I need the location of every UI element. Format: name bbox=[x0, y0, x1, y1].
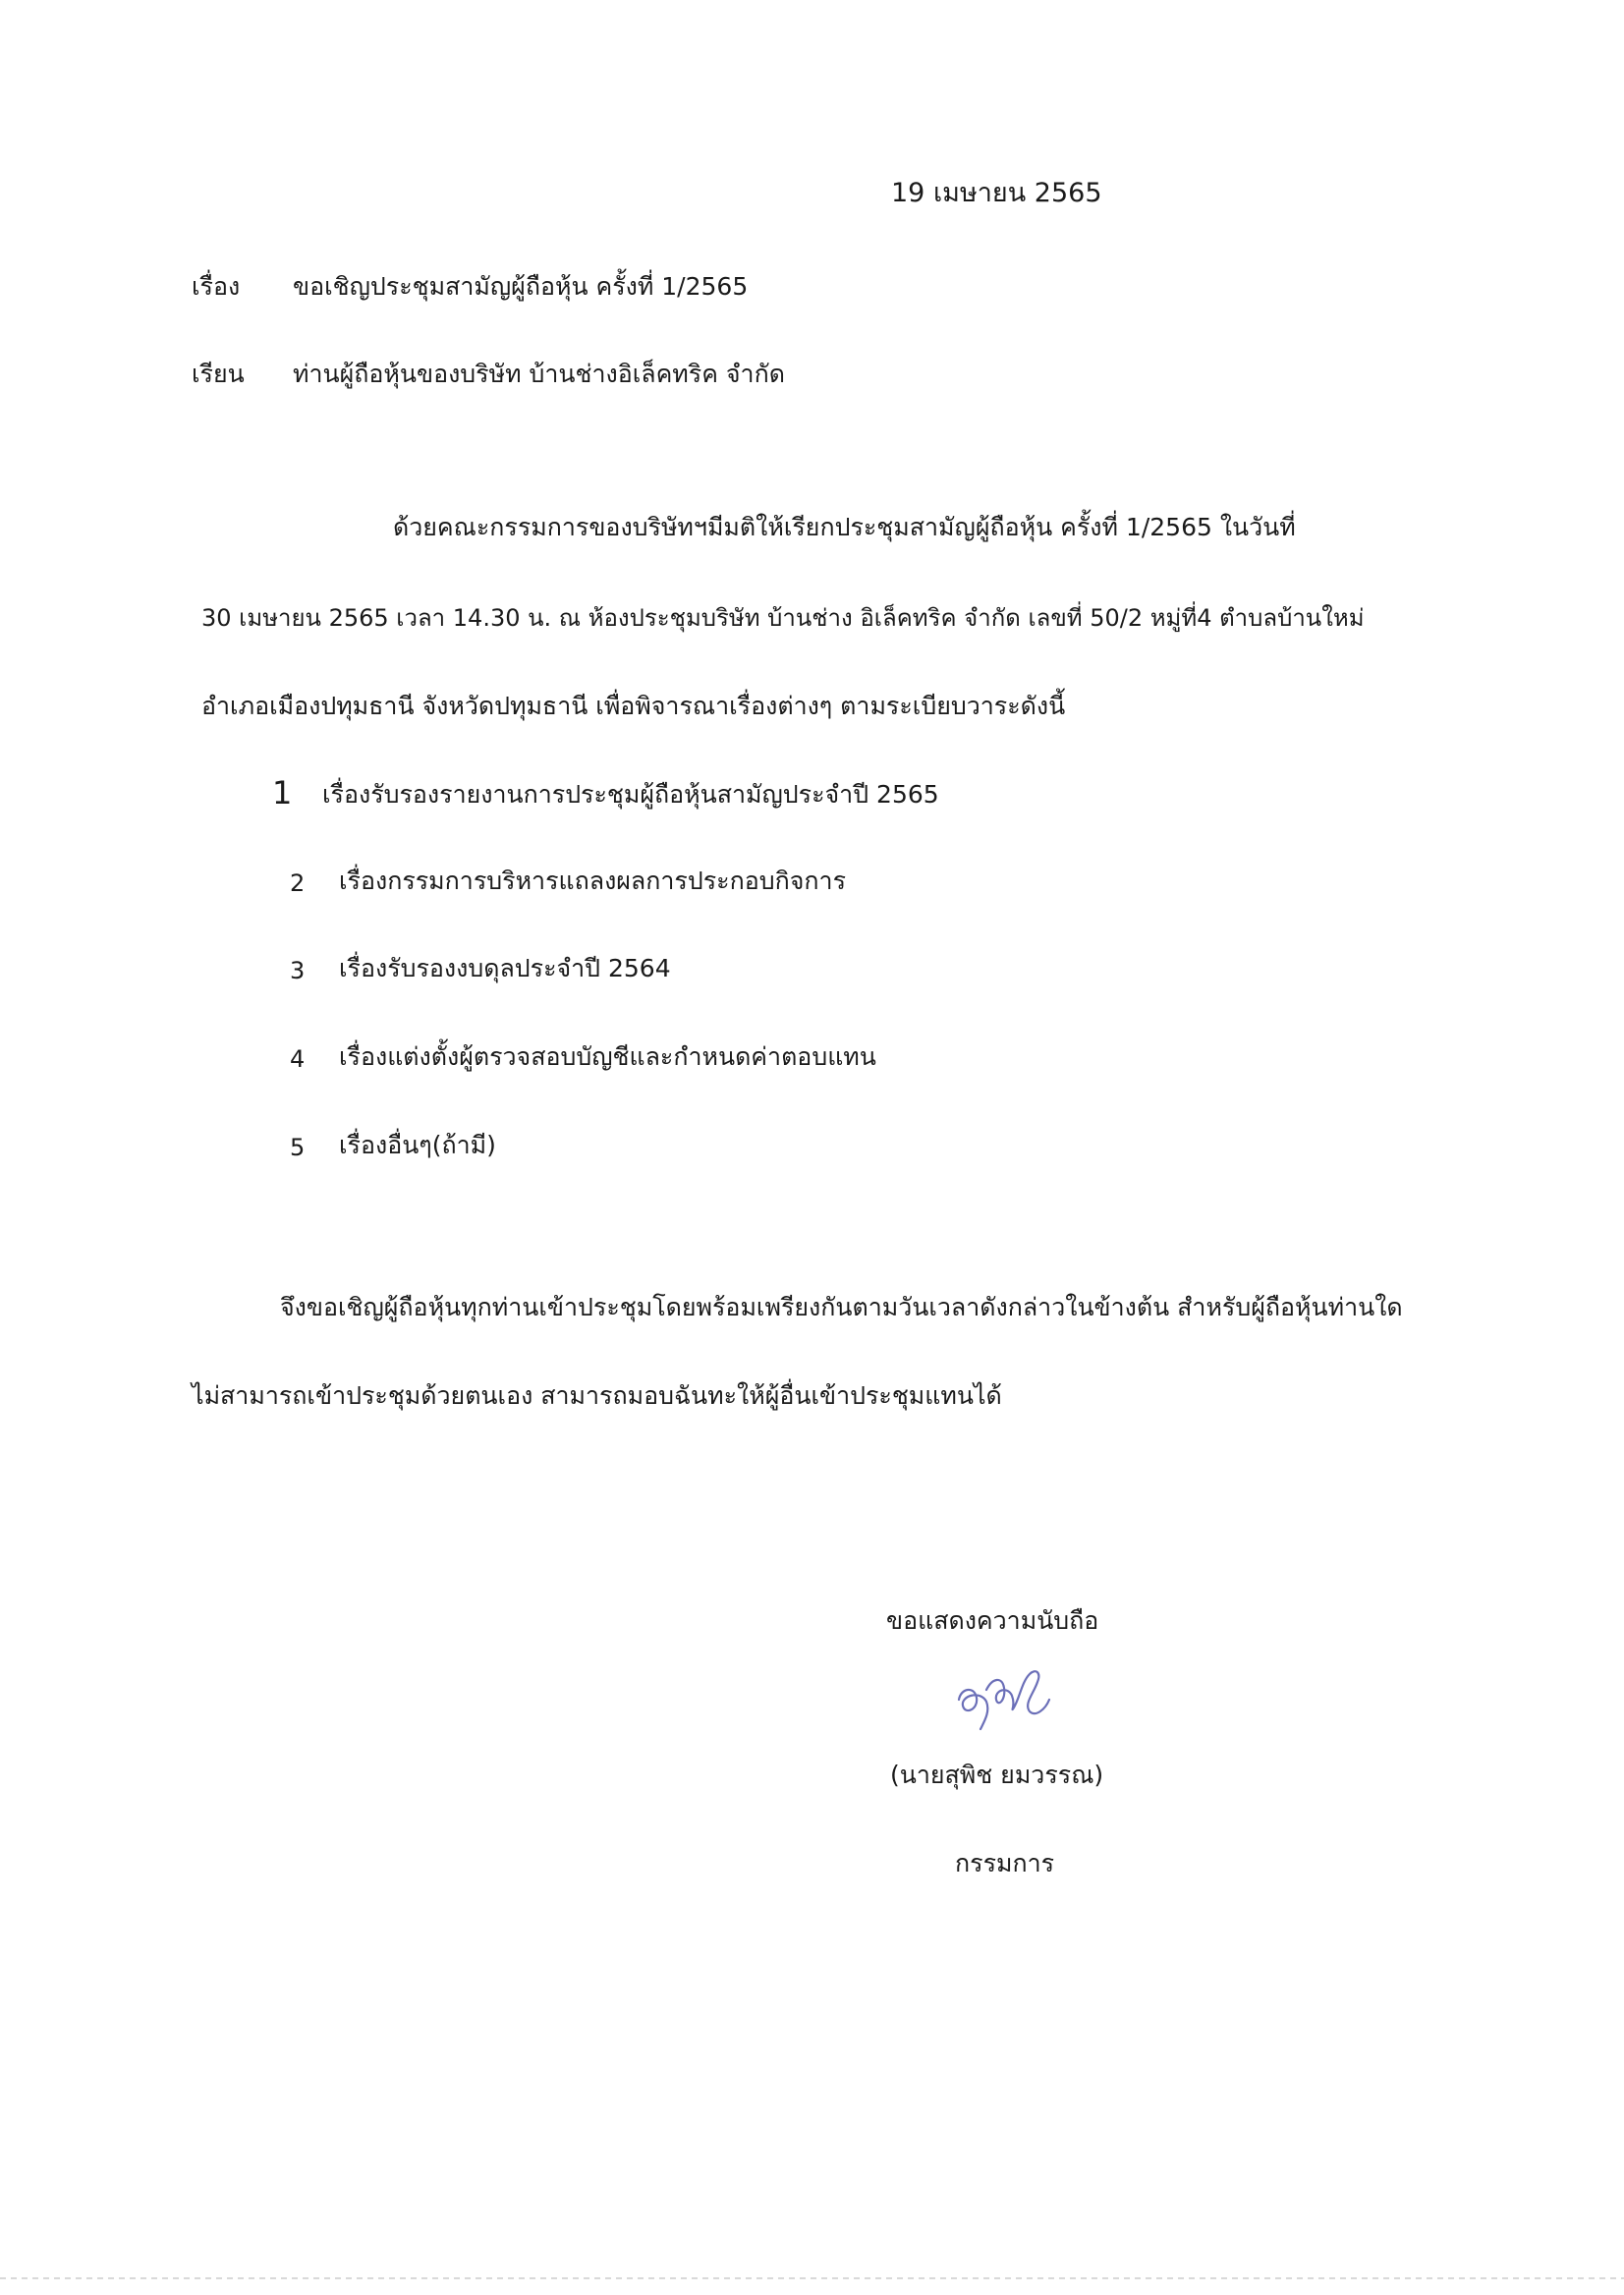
closing-line-2: ไม่สามารถเข้าประชุมด้วยตนเอง สามารถมอบฉันทะให้ผู้อื่นเข้าประชุมแทนได้ bbox=[192, 1381, 1002, 1410]
signer-name: (นายสุพิช ยมวรรณ) bbox=[890, 1761, 1104, 1789]
agenda-number-1: 1 bbox=[272, 774, 293, 812]
body-line-2: 30 เมษายน 2565 เวลา 14.30 น. ณ ห้องประชุมบริษัท บ้านช่าง อิเล็คทริค จำกัด เลขที่ 50/2 หมู่ที่4 ตำบลบ้านใหม่ bbox=[201, 604, 1365, 632]
closing-regards: ขอแสดงความนับถือ bbox=[886, 1606, 1099, 1635]
closing-line-1: จึงขอเชิญผู้ถือหุ้นทุกท่านเข้าประชุมโดยพร้อมเพรียงกันตามวันเวลาดังกล่าวในข้างต้น สำหรับผู้ถือหุ้นท่านใด bbox=[280, 1293, 1403, 1321]
subject-label: เรื่อง bbox=[192, 272, 241, 301]
body-line-3: อำเภอเมืองปทุมธานี จังหวัดปทุมธานี เพื่อพิจารณาเรื่องต่างๆ ตามระเบียบวาระดังนี้ bbox=[201, 692, 1066, 720]
agenda-number-5: 5 bbox=[290, 1134, 306, 1161]
agenda-number-2: 2 bbox=[290, 869, 306, 897]
agenda-number-3: 3 bbox=[290, 957, 306, 984]
letter-date: 19 เมษายน 2565 bbox=[891, 178, 1102, 208]
handwritten-signature bbox=[951, 1660, 1059, 1739]
signature-stroke bbox=[959, 1671, 1049, 1729]
body-line-1: ด้วยคณะกรรมการของบริษัทฯมีมติให้เรียกประชุมสามัญผู้ถือหุ้น ครั้งที่ 1/2565 ในวันที่ bbox=[393, 513, 1296, 541]
recipient-value: ท่านผู้ถือหุ้นของบริษัท บ้านช่างอิเล็คทริค จำกัด bbox=[293, 360, 785, 388]
scan-edge-line bbox=[0, 2277, 1624, 2279]
recipient-label: เรียน bbox=[192, 360, 245, 388]
agenda-item-4: เรื่องแต่งตั้งผู้ตรวจสอบบัญชีและกำหนดค่าตอบแทน bbox=[339, 1042, 876, 1071]
agenda-number-4: 4 bbox=[290, 1045, 306, 1073]
agenda-item-5: เรื่องอื่นๆ(ถ้ามี) bbox=[339, 1131, 496, 1159]
subject-value: ขอเชิญประชุมสามัญผู้ถือหุ้น ครั้งที่ 1/2565 bbox=[293, 272, 749, 301]
agenda-item-1: เรื่องรับรองรายงานการประชุมผู้ถือหุ้นสามัญประจำปี 2565 bbox=[322, 780, 939, 809]
agenda-item-3: เรื่องรับรองงบดุลประจำปี 2564 bbox=[339, 954, 671, 982]
agenda-item-2: เรื่องกรรมการบริหารแถลงผลการประกอบกิจการ bbox=[339, 867, 846, 895]
signer-position: กรรมการ bbox=[955, 1849, 1055, 1877]
